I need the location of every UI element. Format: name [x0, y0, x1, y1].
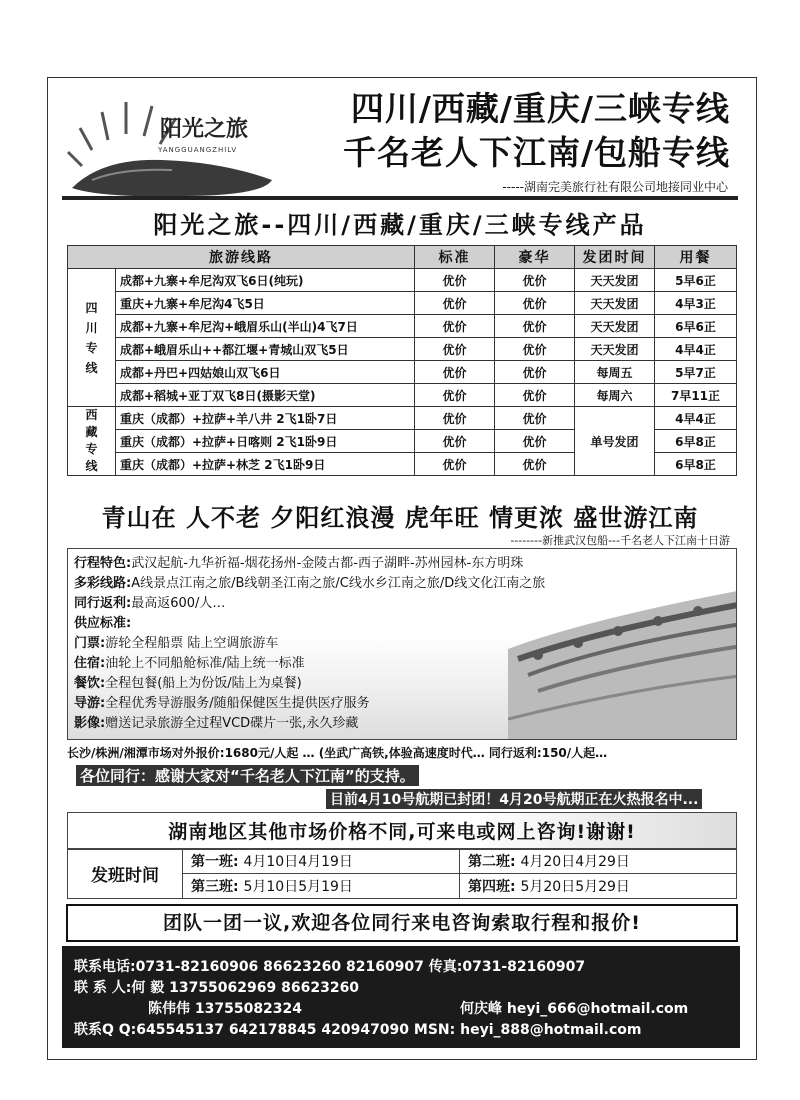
std-cell: 优价: [415, 338, 495, 361]
group-label-sichuan: 四 川 专 线: [68, 269, 116, 407]
group-label-tibet: 西 藏 专 线: [68, 407, 116, 476]
sun-logo-icon: [62, 88, 282, 200]
meal-cell: 5早6正: [655, 269, 737, 292]
title-line-1: 四川/西藏/重庆/三峡专线: [350, 89, 730, 128]
feature-line: 门票:游轮全程船票 陆上空调旅游车: [74, 636, 279, 651]
schedule-label: 发班时间: [68, 849, 183, 899]
dep-cell: 每周六: [575, 384, 655, 407]
company-line: -----湖南完美旅行社有限公司地接同业中心: [502, 180, 728, 194]
table-row: [68, 407, 737, 430]
table-header-row: [68, 246, 737, 269]
feature-line: 供应标准:: [74, 616, 132, 631]
meal-cell: 7早11正: [655, 384, 737, 407]
dep-cell: 每周五: [575, 361, 655, 384]
dep-cell: 天天发团: [575, 315, 655, 338]
temple-roof-image: [508, 579, 737, 740]
col-meal: 用餐: [655, 246, 737, 269]
shift-cell: 第一班: 4月10日4月19日: [183, 849, 460, 874]
schedule-row: [68, 849, 737, 874]
route-cell: 成都+九寨+牟尼沟双飞6日(纯玩): [116, 269, 415, 292]
price-line: 长沙/株洲/湘潭市场对外报价:1680元/人起 … (坐武广高铁,体验高速度时代… 同行返利:150/人起…: [67, 746, 608, 760]
thanks-line-2: 目前4月10号航期已封团！4月20号航期正在火热报名中...: [326, 789, 702, 809]
table-row: [68, 292, 737, 315]
contact-email: 何庆峰 heyi_666@hotmail.com: [460, 1001, 689, 1017]
shift-cell: 第二班: 4月20日4月29日: [460, 849, 737, 874]
dep-cell: 天天发团: [575, 338, 655, 361]
table-row: [68, 361, 737, 384]
features-panel: [67, 548, 737, 740]
meal-cell: 6早6正: [655, 315, 737, 338]
contact-phone: 联系电话:0731-82160906 86623260 82160907 传真:0731-82160907: [74, 959, 586, 975]
std-cell: 优价: [415, 407, 495, 430]
meal-cell: 4早4正: [655, 338, 737, 361]
std-cell: 优价: [415, 384, 495, 407]
meal-cell: 4早4正: [655, 407, 737, 430]
lux-cell: 优价: [495, 430, 575, 453]
lux-cell: 优价: [495, 453, 575, 476]
dep-cell: 单号发团: [575, 407, 655, 476]
std-cell: 优价: [415, 453, 495, 476]
lux-cell: 优价: [495, 407, 575, 430]
consult-banner: 湖南地区其他市场价格不同,可来电或网上咨询!谢谢!: [67, 812, 737, 850]
feature-line: 同行返利:最高返600/人…: [74, 596, 226, 611]
dep-cell: 天天发团: [575, 269, 655, 292]
team-banner: 团队一团一议,欢迎各位同行来电咨询索取行程和报价!: [66, 904, 738, 942]
feature-line: 行程特色:武汉起航-九华祈福-烟花扬州-金陵古都-西子湖畔-苏州园林-东方明珠: [74, 556, 524, 571]
route-cell: 重庆（成都）+拉萨+日喀则 2飞1卧9日: [116, 430, 415, 453]
slogan: 青山在 人不老 夕阳红浪漫 虎年旺 情更浓 盛世游江南: [101, 504, 699, 532]
logo-pinyin: YANGGUANGZHILV: [158, 146, 238, 154]
route-cell: 成都+九寨+牟尼沟+峨眉乐山(半山)4飞7日: [116, 315, 415, 338]
std-cell: 优价: [415, 430, 495, 453]
routes-table: [67, 245, 737, 476]
feature-line: 导游:全程优秀导游服务/随船保健医生提供医疗服务: [74, 696, 370, 711]
thanks-line-1: 各位同行：感谢大家对“千名老人下江南”的支持。: [76, 765, 419, 786]
header-divider: [62, 196, 738, 200]
title-line-2: 千名老人下江南/包船专线: [342, 133, 730, 172]
schedule-table: [67, 848, 737, 899]
std-cell: 优价: [415, 269, 495, 292]
product-title: 阳光之旅--四川/西藏/重庆/三峡专线产品: [153, 211, 647, 239]
table-row: [68, 269, 737, 292]
route-cell: 成都+峨眉乐山++都江堰+青城山双飞5日: [116, 338, 415, 361]
table-row: [68, 338, 737, 361]
shift-cell: 第三班: 5月10日5月19日: [183, 874, 460, 899]
contact-panel: [62, 946, 740, 1048]
route-cell: 成都+稻城+亚丁双飞8日(摄影天堂): [116, 384, 415, 407]
feature-line: 多彩线路:A线景点江南之旅/B线朝圣江南之旅/C线水乡江南之旅/D线文化江南之旅: [74, 576, 546, 591]
col-route: 旅游线路: [68, 246, 415, 269]
table-row: [68, 384, 737, 407]
logo-text: 阳光之旅: [160, 116, 249, 142]
col-departure: 发团时间: [575, 246, 655, 269]
col-standard: 标准: [415, 246, 495, 269]
meal-cell: 6早8正: [655, 453, 737, 476]
std-cell: 优价: [415, 315, 495, 338]
lux-cell: 优价: [495, 269, 575, 292]
lux-cell: 优价: [495, 361, 575, 384]
lux-cell: 优价: [495, 292, 575, 315]
route-cell: 成都+丹巴+四姑娘山双飞6日: [116, 361, 415, 384]
route-cell: 重庆+九寨+牟尼沟4飞5日: [116, 292, 415, 315]
lux-cell: 优价: [495, 315, 575, 338]
col-luxury: 豪华: [495, 246, 575, 269]
table-row: [68, 315, 737, 338]
lux-cell: 优价: [495, 338, 575, 361]
route-cell: 重庆（成都）+拉萨+羊八井 2飞1卧7日: [116, 407, 415, 430]
lux-cell: 优价: [495, 384, 575, 407]
route-cell: 重庆（成都）+拉萨+林芝 2飞1卧9日: [116, 453, 415, 476]
std-cell: 优价: [415, 361, 495, 384]
feature-line: 住宿:油轮上不同船舱标准/陆上统一标准: [74, 656, 305, 671]
dep-cell: 天天发团: [575, 292, 655, 315]
meal-cell: 5早7正: [655, 361, 737, 384]
feature-line: 餐饮:全程包餐(船上为份饭/陆上为桌餐): [74, 676, 302, 691]
contact-person-2: 陈伟伟 13755082324: [148, 1001, 303, 1017]
meal-cell: 4早3正: [655, 292, 737, 315]
shift-cell: 第四班: 5月20日5月29日: [460, 874, 737, 899]
slogan-subtitle: --------新推武汉包船---千名老人下江南十日游: [510, 534, 730, 547]
std-cell: 优价: [415, 292, 495, 315]
contact-qq: 联系Q Q:645545137 642178845 420947090 MSN: heyi_888@hotmail.com: [74, 1022, 642, 1038]
contact-person: 联 系 人:何 毅 13755062969 86623260: [74, 980, 360, 996]
meal-cell: 6早8正: [655, 430, 737, 453]
feature-line: 影像:赠送记录旅游全过程VCD碟片一张,永久珍藏: [74, 716, 359, 731]
